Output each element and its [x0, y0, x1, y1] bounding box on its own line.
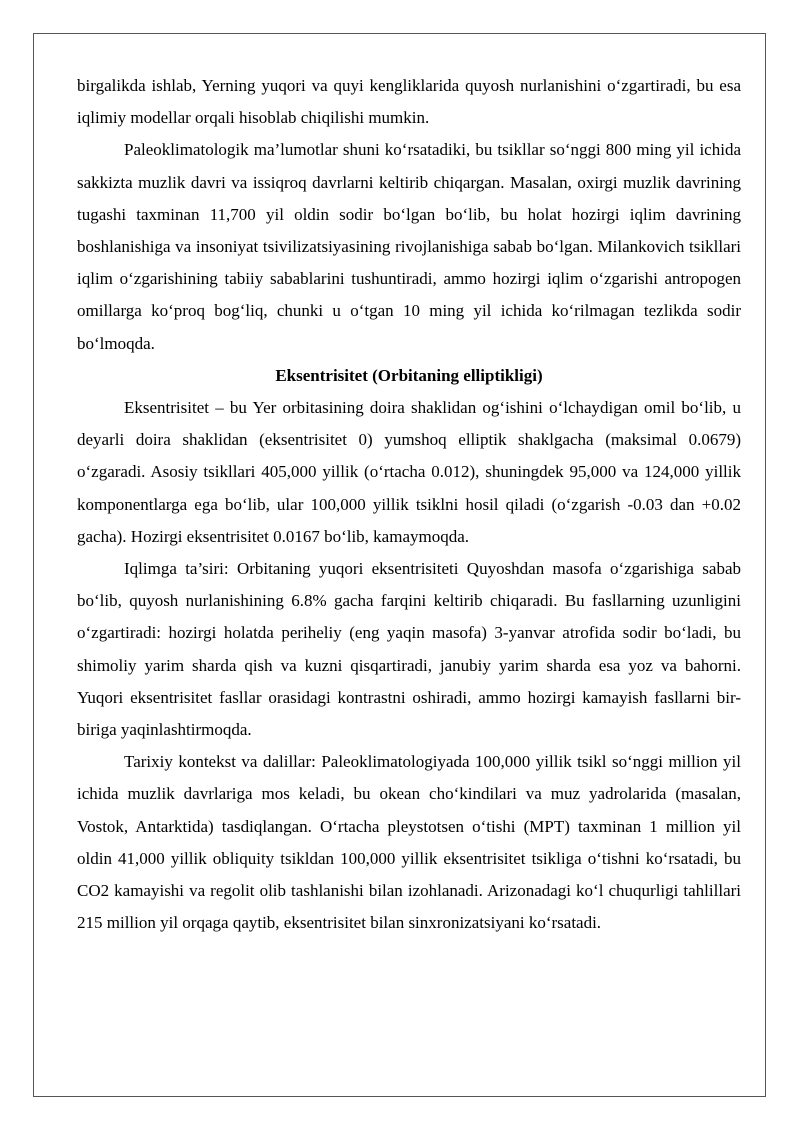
- section-heading: Eksentrisitet (Orbitaning elliptikligi): [275, 365, 543, 385]
- paragraph-climate-impact: Iqlimga ta’siri: Orbitaning yuqori eksentrisiteti Quyoshdan masofa o‘zgarishiga sabab bo‘lib, quyosh nurlanishining 6.8% gacha farqini keltirib chiqaradi. Bu fasllarning uzunligini o‘zgartiradi: hozirgi holatda periheliy (eng yaqin masofa) 3-yanvar atrofida sodir bo‘ladi, bu shimoliy yarim sharda qish va kuzni qisqartiradi, janubiy yarim sharda esa yoz va bahorni. Yuqori eksentrisitet fasllar orasidagi kontrastni oshiradi, ammo hozirgi kamayish fasllarni bir-biriga yaqinlashtirmoqda.: [77, 559, 741, 740]
- paragraph-continuation: birgalikda ishlab, Yerning yuqori va quyi kengliklarida quyosh nurlanishini o‘zgartiradi, bu esa iqlimiy modellar orqali hisoblab chiqilishi mumkin.: [77, 76, 741, 128]
- paragraph-eccentricity-definition: Eksentrisitet – bu Yer orbitasining doira shaklidan og‘ishini o‘lchaydigan omil bo‘lib, u deyarli doira shaklidan (eksentrisitet 0) yumshoq elliptik shaklgacha (maksimal 0.0679) o‘zgaradi. Asosiy tsikllari 405,000 yillik (o‘rtacha 0.012), shuningdek 95,000 va 124,000 yillik komponentlarga ega bo‘lib, ular 100,000 yillik tsiklni hosil qiladi (o‘zgarish -0.03 dan +0.02 gacha). Hozirgi eksentrisitet 0.0167 bo‘lib, kamaymoqda.: [77, 398, 741, 546]
- paragraph-historical-context: Tarixiy kontekst va dalillar: Paleoklimatologiyada 100,000 yillik tsikl so‘nggi million yil ichida muzlik davrlariga mos keladi, bu okean cho‘kindilari va muz yadrolarida (masalan, Vostok, Antarktida) tasdiqlangan. O‘rtacha pleystotsen o‘tishi (MPT) taxminan 1 million yil oldin 41,000 yillik obliquity tsikldan 100,000 yillik eksentrisitet tsikliga o‘tishni ko‘rsatadi, bu CO2 kamayishi va regolit olib tashlanishi bilan izohlanadi. Arizonadagi ko‘l chuqurligi tahlillari 215 million yil orqaga qaytib, eksentrisitet bilan sinxronizatsiyani ko‘rsatadi.: [77, 752, 741, 933]
- paragraph-paleoclimate: Paleoklimatologik ma’lumotlar shuni ko‘rsatadiki, bu tsikllar so‘nggi 800 ming yil ichida sakkizta muzlik davri va issiqroq davrlarni keltirib chiqargan. Masalan, oxirgi muzlik davrining tugashi taxminan 11,700 yil oldin sodir bo‘lgan bo‘lib, bu holat hozirgi iqlim davrining boshlanishiga va insoniyat tsivilizatsiyasining rivojlanishiga sabab bo‘lgan. Milankovich tsikllari iqlim o‘zgarishining tabiiy sabablarini tushuntiradi, ammo hozirgi iqlim o‘zgarishi antropogen omillarga ko‘proq bog‘liq, chunki u o‘tgan 10 ming yil ichida ko‘rilmagan tezlikda sodir bo‘lmoqda.: [77, 140, 741, 353]
- document-body: [77, 70, 741, 939]
